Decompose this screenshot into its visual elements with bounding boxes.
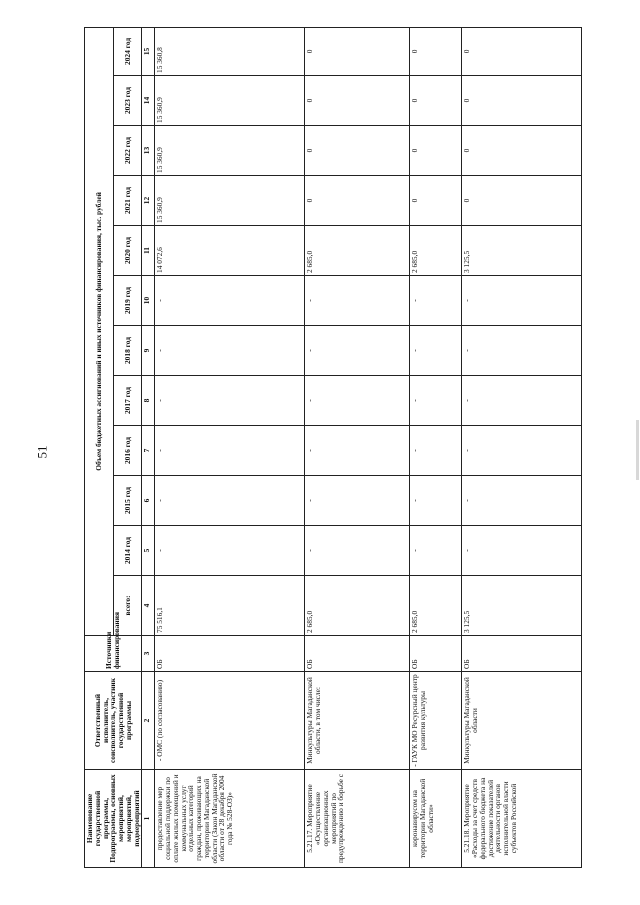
- row-value: 0: [410, 27, 462, 75]
- col-number: 12: [142, 176, 155, 226]
- header-year: 2023 год: [113, 76, 142, 126]
- budget-table: [84, 27, 582, 868]
- row-value: -: [305, 276, 410, 326]
- row-value: -: [155, 276, 305, 326]
- row-value: 0: [462, 126, 582, 176]
- header-volume: Объем бюджетных ассигнований и иных источников финансирования, тыс. рублей: [85, 27, 114, 635]
- row-value: 0: [462, 76, 582, 126]
- row-value: 0: [305, 126, 410, 176]
- header-year: 2015 год: [113, 476, 142, 526]
- table-row: [305, 27, 410, 867]
- row-value: 2 685,0: [410, 226, 462, 276]
- header-source: Источники финансирования: [85, 636, 142, 672]
- col-number: 3: [142, 636, 155, 672]
- row-value: -: [410, 326, 462, 376]
- header-year: 2024 год: [113, 27, 142, 75]
- row-source: ОБ: [155, 636, 305, 672]
- col-number: 4: [142, 576, 155, 636]
- row-value: 0: [305, 27, 410, 75]
- row-value: -: [155, 326, 305, 376]
- row-value: -: [305, 326, 410, 376]
- page-number: 51: [34, 445, 50, 459]
- header-year: 2018 год: [113, 326, 142, 376]
- row-value: 0: [410, 126, 462, 176]
- row-value: -: [410, 526, 462, 576]
- table-row: [462, 27, 582, 867]
- col-number: 5: [142, 526, 155, 576]
- row-value: 0: [410, 76, 462, 126]
- row-value: 0: [305, 76, 410, 126]
- header-row-main: [85, 27, 114, 867]
- col-number: 10: [142, 276, 155, 326]
- row-executor: Минкультуры Магаданской области, в том числе:: [305, 672, 410, 770]
- row-executor: - ГАУК МО Ресурсный центр развития культуры: [410, 672, 462, 770]
- col-number: 11: [142, 226, 155, 276]
- header-year: 2014 год: [113, 526, 142, 576]
- row-total: 2 685,0: [410, 576, 462, 636]
- col-number: 9: [142, 326, 155, 376]
- row-source: ОБ: [462, 636, 582, 672]
- col-number: 8: [142, 376, 155, 426]
- row-value: -: [410, 376, 462, 426]
- row-value: 14 072,6: [155, 226, 305, 276]
- row-value: -: [305, 426, 410, 476]
- row-value: -: [462, 426, 582, 476]
- header-year: 2019 год: [113, 276, 142, 326]
- row-value: 0: [410, 176, 462, 226]
- row-executor: - ОМС (по согласованию): [155, 672, 305, 770]
- header-row-numbers: [142, 27, 155, 867]
- header-total: всего:: [113, 576, 142, 636]
- row-source: ОБ: [410, 636, 462, 672]
- row-value: 0: [462, 27, 582, 75]
- header-name: Наименование государственной программы, Подпрограммы, основных мероприятий, мероприятий, подмероприятий: [85, 770, 142, 868]
- header-year: 2021 год: [113, 176, 142, 226]
- row-value: -: [410, 426, 462, 476]
- row-value: -: [305, 376, 410, 426]
- row-name: 5.21.18. Мероприятие «Расходы за счет средств федерального бюджета на достижение показателей деятельности органов исполнительной власти субъектов Российской: [462, 770, 582, 868]
- row-value: 0: [305, 176, 410, 226]
- row-value: 0: [462, 176, 582, 226]
- row-value: -: [155, 476, 305, 526]
- row-executor: Минкультуры Магаданской области: [462, 672, 582, 770]
- header-year: 2022 год: [113, 126, 142, 176]
- scan-edge-mark: [636, 420, 639, 480]
- row-source: ОБ: [305, 636, 410, 672]
- row-value: -: [305, 476, 410, 526]
- table-row: [410, 27, 462, 867]
- row-value: -: [305, 526, 410, 576]
- row-value: -: [462, 326, 582, 376]
- row-value: -: [462, 376, 582, 426]
- table-row: [155, 27, 305, 867]
- row-value: 15 360,9: [155, 176, 305, 226]
- row-value: 15 360,9: [155, 126, 305, 176]
- row-total: 3 125,5: [462, 576, 582, 636]
- header-year: 2016 год: [113, 426, 142, 476]
- row-total: 2 685,0: [305, 576, 410, 636]
- row-value: -: [155, 376, 305, 426]
- header-executor: Ответственный исполнитель, соисполнитель, участник государственной программы: [85, 672, 142, 770]
- row-value: -: [410, 276, 462, 326]
- row-value: -: [462, 476, 582, 526]
- col-number: 15: [142, 27, 155, 75]
- row-value: -: [462, 526, 582, 576]
- col-number: 14: [142, 76, 155, 126]
- col-number: 7: [142, 426, 155, 476]
- row-value: 15 360,8: [155, 27, 305, 75]
- row-value: -: [155, 526, 305, 576]
- row-name: 5.21.17. Мероприятие «Осуществление организационных мероприятий по предупреждению и борьбе с: [305, 770, 410, 868]
- row-name: коронавирусом на территории Магаданской области»: [410, 770, 462, 868]
- rotated-table-wrapper: [84, 28, 601, 868]
- col-number: 1: [142, 770, 155, 868]
- row-value: -: [462, 276, 582, 326]
- col-number: 13: [142, 126, 155, 176]
- header-year: 2020 год: [113, 226, 142, 276]
- col-number: 6: [142, 476, 155, 526]
- row-total: 75 516,1: [155, 576, 305, 636]
- row-value: 15 360,9: [155, 76, 305, 126]
- row-value: 3 125,5: [462, 226, 582, 276]
- row-value: 2 685,0: [305, 226, 410, 276]
- row-name: предоставление мер социальной поддержки по оплате жилых помещений и коммунальных услуг отдельных категорий граждан, проживающих на территории Магаданской области (Закон Магаданской области от 28 декабря 2004 года № 528-ОЗ)»: [155, 770, 305, 868]
- col-number: 2: [142, 672, 155, 770]
- header-year: 2017 год: [113, 376, 142, 426]
- row-value: -: [410, 476, 462, 526]
- row-value: -: [155, 426, 305, 476]
